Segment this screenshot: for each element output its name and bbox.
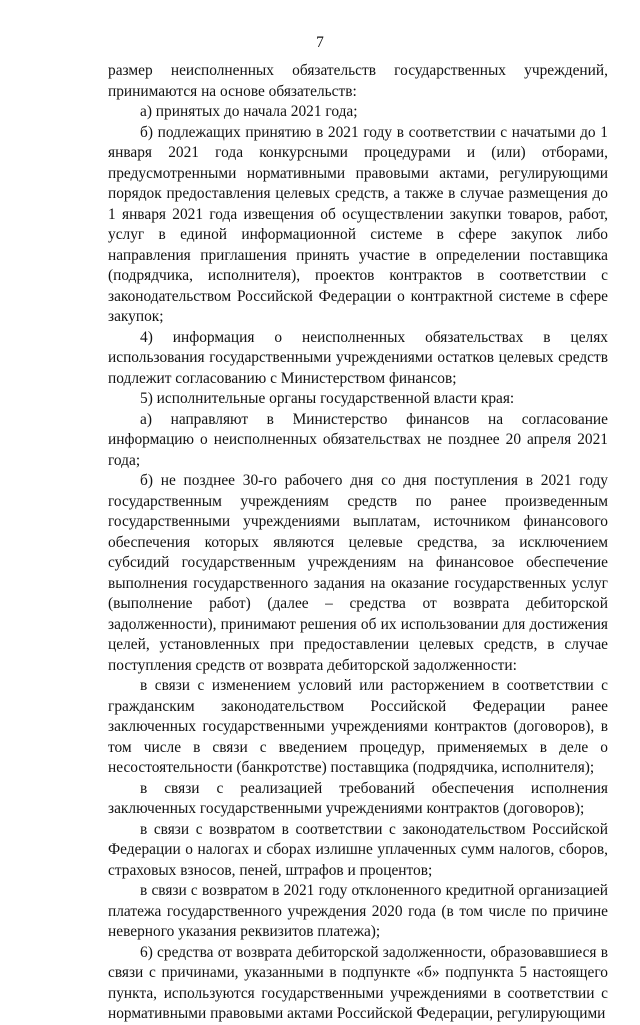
paragraph-reason-contract-change: в связи с изменением условий или расторжением в соответствии с гражданским законодательством Российской Федерации ранее заключенных государственными учреждениями контрактов (договоров), в том числе в связи с введением процедур, применяемых в деле о несостоятельности (банкротстве) поставщика (подрядчика, исполнителя); <box>108 677 608 776</box>
document-body <box>108 61 608 1025</box>
paragraph-reason-tax-refund: в связи с возвратом в соответствии с законодательством Российской Федерации о налогах и сборах излишне уплаченных сумм налогов, сборов, страховых взносов, пеней, штрафов и процентов; <box>108 820 608 879</box>
paragraph-item-5a-submission: а) направляют в Министерство финансов на согласование информацию о неисполненных обязательствах не позднее 20 апреля 2021 года; <box>108 410 608 469</box>
paragraph-item-5-executive-bodies: 5) исполнительные органы государственной власти края: <box>140 390 515 407</box>
paragraph-item-a-before-2021: а) принятых до начала 2021 года; <box>140 103 358 120</box>
paragraph-item-6-usage: 6) средства от возврата дебиторской задолженности, образовавшиеся в связи с причинами, указанными в подпункте «б» подпункта 5 настоящего пункта, используются государственными учреждениями в соответствии с нормативными правовыми актами Российской Федерации, регулирующими <box>108 943 608 1022</box>
paragraph-continuation: размер неисполненных обязательств государственных учреждений, принимаются на основе обязательств: <box>108 62 608 100</box>
paragraph-item-b-obligations-2021: б) подлежащих принятию в 2021 году в соответствии с начатыми до 1 января 2021 года конкурсными процедурами и (или) отборами, предусмотренными нормативными правовыми актами, регулирующими порядок предоставления целевых средств, а также в случае размещения до 1 января 2021 года извещения об осуществлении закупки товаров, работ, услуг в единой информационной системе в сфере закупок либо направления приглашения принять участие в определении поставщика (подрядчика, исполнителя), проектов контрактов в соответствии с законодательством Российской Федерации о контрактной системе в сфере закупок; <box>108 123 608 325</box>
paragraph-item-5b-decisions: б) не позднее 30-го рабочего дня со дня поступления в 2021 году государственным учреждениям средств по ранее произведенным государственными учреждениями выплатам, источником финансового обеспечения которых являются целевые средства, за исключением субсидий государственным учреждениям на финансовое обеспечение выполнения государственного задания на оказание государственных услуг (выполнение работ) (далее – средства от возврата дебиторской задолженности), принимают решения об их использовании для достижения целей, установленных при предоставлении целевых средств, в случае поступления средств от возврата дебиторской задолженности: <box>108 472 608 674</box>
page-number: 7 <box>316 34 324 51</box>
paragraph-reason-security: в связи с реализацией требований обеспечения исполнения заключенных государственными учреждениями контрактов (договоров); <box>108 779 608 817</box>
paragraph-reason-rejected-payment: в связи с возвратом в 2021 году отклоненного кредитной организацией платежа государственного учреждения 2020 года (в том числе по причине неверного указания реквизитов платежа); <box>108 882 608 940</box>
paragraph-item-4-approval: 4) информация о неисполненных обязательствах в целях использования государственными учреждениями остатков целевых средств подлежит согласованию с Министерством финансов; <box>108 328 608 387</box>
